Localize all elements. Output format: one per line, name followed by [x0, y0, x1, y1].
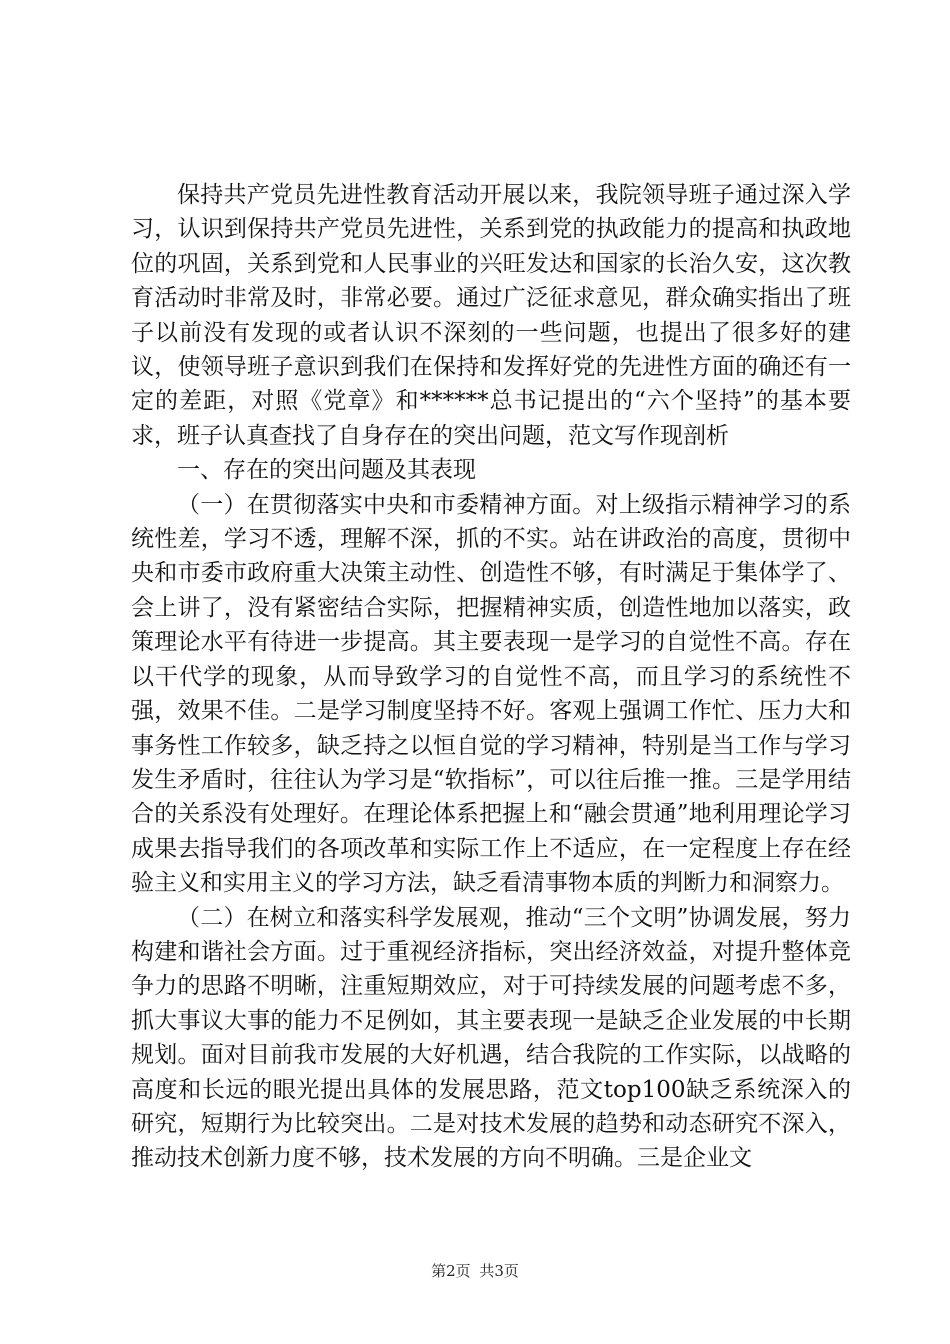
- document-body: [131, 178, 851, 1176]
- section-heading: 一、存在的突出问题及其表现: [177, 457, 476, 484]
- subsection-paragraph-1: （一）在贯彻落实中央和市委精神方面。对上级指示精神学习的系统性差，学习不透，理解不深，抓的不实。站在讲政治的高度，贯彻中央和市委市政府重大决策主动性、创造性不够，有时满足于集体学了、会上讲了，没有紧密结合实际，把握精神实质，创造性地加以落实，政策理论水平有待进一步提高。其主要表现一是学习的自觉性不高。存在以干代学的现象，从而导致学习的自觉性不高，而且学习的系统性不强，效果不佳。二是学习制度坚持不好。客观上强调工作忙、压力大和事务性工作较多，缺乏持之以恒自觉的学习精神，特别是当工作与学习发生矛盾时，往往认为学习是“软指标”，可以往后推一推。三是学用结合的关系没有处理好。在理论体系把握上和“融会贯通”地利用理论学习成果去指导我们的各项改革和实际工作上不适应，在一定程度上存在经验主义和实用主义的学习方法，缺乏看清事物本质的判断力和洞察力。: [131, 491, 851, 897]
- page-number: 第2页: [431, 1262, 471, 1280]
- page-footer: [0, 1260, 950, 1281]
- subsection-paragraph-2: （二）在树立和落实科学发展观，推动“三个文明”协调发展，努力构建和谐社会方面。过于重视经济指标，突出经济效益，对提升整体竞争力的思路不明晰，注重短期效应，对于可持续发展的问题考虑不多，抓大事议大事的能力不足例如，其主要表现一是缺乏企业发展的中长期规划。面对目前我市发展的大好机遇，结合我院的工作实际，以战略的高度和长远的眼光提出具体的发展思路，范文top100缺乏系统深入的研究，短期行为比较突出。二是对技术发展的趋势和动态研究不深入，推动技术创新力度不够，技术发展的方向不明确。三是企业文: [131, 904, 851, 1172]
- page-total: 共3页: [479, 1262, 519, 1280]
- intro-paragraph: 保持共产党员先进性教育活动开展以来，我院领导班子通过深入学习，认识到保持共产党员先进性，关系到党的执政能力的提高和执政地位的巩固，关系到党和人民事业的兴旺发达和国家的长治久安，这次教育活动时非常及时，非常必要。通过广泛征求意见，群众确实指出了班子以前没有发现的或者认识不深刻的一些问题，也提出了很多好的建议，使领导班子意识到我们在保持和发挥好党的先进性方面的确还有一定的差距，对照《党章》和******总书记提出的“六个坚持”的基本要求，班子认真查找了自身存在的突出问题，范文写作现剖析: [131, 182, 851, 449]
